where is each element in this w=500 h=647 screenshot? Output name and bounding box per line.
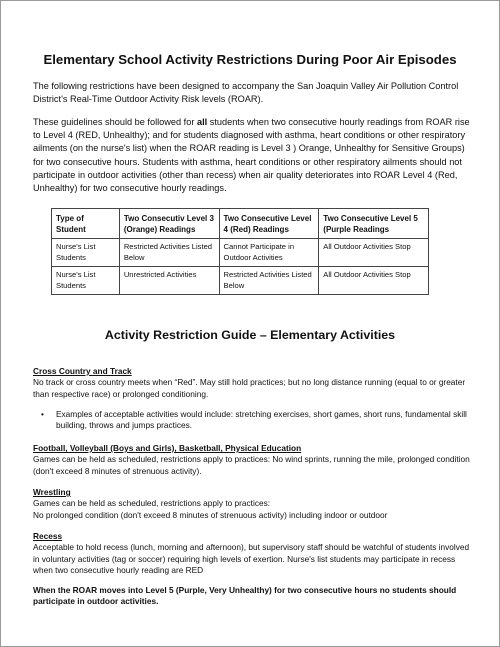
section-body-line: No prolonged condition (don't exceed 8 minutes of strenuous activity) including indoor or outdoor: [33, 509, 388, 520]
section-heading: Cross Country and Track: [33, 366, 132, 376]
table-cell: All Outdoor Activities Stop: [319, 267, 429, 295]
section-heading: Football, Volleyball (Boys and Girls), Basketball, Physical Education: [33, 443, 302, 453]
header-student-type: Type of Student: [52, 209, 120, 239]
table-cell: Restricted Activities Listed Below: [219, 267, 319, 295]
restrictions-table: [51, 208, 429, 295]
section-cross-country: [33, 366, 473, 400]
section-recess: [33, 531, 473, 576]
table-cell: Unrestricted Activities: [119, 267, 219, 295]
list-item: [41, 409, 469, 432]
guidelines-paragraph: [33, 116, 475, 195]
final-note: When the ROAR moves into Level 5 (Purple, Very Unhealthy) for two consecutive hours no students should participate in outdoor activities.: [33, 585, 457, 607]
table-header-row: [52, 209, 429, 239]
guidelines-text-after: students when two consecutive hourly readings from ROAR rise to Level 4 (RED, Unhealthy); and for students diagnosed with asthma, heart conditions or other respiratory ailments (on the nurse's list) when the ROAR reading is Level 3 ) Orange, Unhealthy for Sensitive Groups) for two consecutive hours. Students with asthma, heart conditions or other respiratory ailments should not participate in outdoor activities (other than recess) when air quality deteriorates into ROAR Level 4 (Red, Unhealthy) for two consecutive hourly readings.: [33, 117, 470, 194]
section-body: No track or cross country meets when “Red”. May still hold practices; but no long distance running (equal to or greater than respective race) or prolonged conditioning.: [33, 377, 466, 399]
section-heading: Recess: [33, 531, 63, 541]
table-cell: Nurse's List Students: [52, 239, 120, 267]
section-wrestling: [33, 487, 473, 521]
bullet-icon: •: [41, 409, 44, 419]
table-row: [52, 267, 429, 295]
intro-paragraph: The following restrictions have been designed to accompany the San Joaquin Valley Air Pollution Control District's Real-Time Outdoor Activity Risk levels (ROAR).: [33, 81, 459, 105]
table-cell: Restricted Activities Listed Below: [119, 239, 219, 267]
table-cell: Cannot Participate in Outdoor Activities: [219, 239, 319, 267]
section-football: [33, 443, 473, 477]
guidelines-emphasis: all: [196, 117, 208, 127]
page-title: Elementary School Activity Restrictions During Poor Air Episodes: [43, 52, 457, 67]
section-body: Acceptable to hold recess (lunch, morning and afternoon), but supervisory staff should be watchful of students involved in voluntary activities (tag or soccer) requiring high levels of exertion. Nurse's list students may participate in recess when two consecutive hourly reading are RED: [33, 542, 470, 575]
header-level-4: Two Consecutive Level 4 (Red) Readings: [219, 209, 319, 239]
header-level-3: Two Consecutiv Level 3 (Orange) Readings: [119, 209, 219, 239]
table-cell: All Outdoor Activities Stop: [319, 239, 429, 267]
section-heading: Wrestling: [33, 487, 71, 497]
section-body: Games can be held as scheduled, restrictions apply to practices: No wind sprints, running the mile, prolonged condition (don't exceed 8 minutes of strenuous activity).: [33, 454, 470, 476]
bullet-text: Examples of acceptable activities would include: stretching exercises, short games, short runs, fundamental skill building, throws and jumps practices.: [56, 409, 467, 431]
table-row: [52, 239, 429, 267]
header-level-5: Two Consecutive Level 5 (Purple Readings: [319, 209, 429, 239]
guidelines-text-before: These guidelines should be followed for: [33, 117, 197, 127]
table-cell: Nurse's List Students: [52, 267, 120, 295]
guide-title: Activity Restriction Guide – Elementary Activities: [104, 328, 396, 342]
section-body-line: Games can be held as scheduled, restrictions apply to practices:: [33, 498, 271, 509]
